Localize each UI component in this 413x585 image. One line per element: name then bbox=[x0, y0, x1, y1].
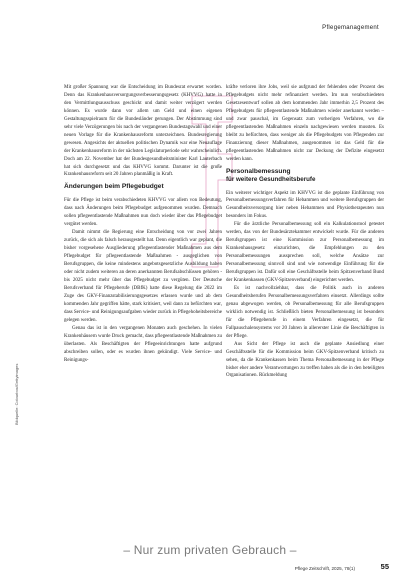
journal-source: Pflege Zeitschrift, 2025, 78(1) bbox=[294, 566, 355, 571]
body-paragraph: Mit großer Spannung war die Entscheidung im Bundesrat erwartet worden. Denn das Krankenhausversorgungsverbesserungsgesetz (KHVVG) hatte in den Vermittlungsausschuss geschickt und damit weiter verzögert werden können. Es wurde dann vor allem um Geld und einen eigenen Gestaltungsspielraum für die Bundesländer gerungen. Der Abstimmung sind sehr viele Verzögerungen bis nach der vergangenen Bundestagswahl und einer neuen Vorlage für die Krankenhausreform unterzeichnen. Bundesregierung gewesen. Angesichts der aktuellen politischen Dynamik war eine Neuauflage der Krankenhausreform in der nächsten Legislaturperiode sehr wahrscheinlich. Doch am 22. November hat der Bundesgesundheitsminister Karl Lauterbach hat sich durchgesetzt und das KHVVG kommt. Darunter ist die große Krankenhausreform seit 20 Jahren planmäßig in Kraft. bbox=[64, 85, 222, 178]
section-heading: Änderungen beim Pflegebudget bbox=[64, 183, 164, 191]
body-paragraph: Damit nimmt die Regierung eine Entscheidung von vor zwei Jahren zurück, die sich als falsch herausgestellt hat. Denn eigentlich war geplant, die bisher vorgesehene Ausgliederung pflegeentlastender Maßnahmen aus dem Pflegebudget für pflegeentlastende Maßnahmen - ausgeglichen von Berufsgruppen, die keine mindestens angebotsgesetzliche Ausbildung haben oder nicht zudem weiteren an deren anerkannten Berufsabschlüssen gehören - bis 2025 nicht mehr über das Pflegebudget zu vergüten. Der Deutsche Berufsverband für Pflegeberufe (DBfK) hatte diese Regelung die 2022 im Zuge des GKV-Finanzstabilisierungsgesetzes erlassen wurde und ab dem kommenden Jahr gegriffen hätte, stark kritisiert, weil dann zu befürchten war, dass Service- und Reinigungsaufgaben wieder zurück in Pflegehoheitsbereiche gelegen werden. bbox=[64, 230, 222, 323]
right-column bbox=[226, 84, 384, 380]
section-heading-sub: für weitere Gesundheitsberufe bbox=[226, 175, 316, 183]
body-paragraph: Ein weiterer wichtiger Aspekt im KHVVG ist die geplante Einführung von Personalbemessungsverfahren für Hebammen und weitere Berufsgruppen der Gesundheitsversorgung hier neben Hebammen und Physiotherapeuten nun besonders im Fokus. bbox=[226, 190, 384, 220]
body-paragraph: kräfte verloren ihre Jobs, weil sie aufgrund der fehlenden oder Prozent des Pflegebudgets nicht mehr refinanziert werden. Im nun verabschiedeten Gesetzesentwurf sollen ab dem kommenden Jahr immerhin 2,5 Prozent des Pflegebudgets für pflegeentlastende Maßnahmen wieder anerkannt werden – und zwar pauschal, im Gegensatz zum vorherigen Verfahren, wo die pflegeentlastenden Maßnahmen einzeln nachgewiesen werden mussten. Es bleibt zu befürchten, dass weniger als die Pflegebudgets von Pflegenden zur Finanzierung dieser Maßnahmen, ausgenommen ist das Geld für die pflegeentlastenden Maßnahmen nicht zur Deckung der Defizite eingesetzt werden kann. bbox=[226, 85, 384, 162]
body-paragraph: Für die Pflege ist beim verabschiedeten KHVVG vor allem von Bedeutung, dass nach Änderungen beim Pflegebudget aufgenommen wurden. Demnach sollen pflegeentlastende Maßnahmen nun doch wieder über das Pflegebudget vergütet werden. bbox=[64, 198, 222, 228]
section-heading bbox=[226, 168, 384, 184]
image-credit: Bildquelle: Colourbox/Gettyimages bbox=[14, 363, 19, 425]
running-header: Pflegemanagement bbox=[322, 25, 379, 31]
private-use-notice: – Nur zum privaten Gebrauch – bbox=[123, 543, 297, 557]
left-column bbox=[64, 84, 222, 364]
body-paragraph: Für die ärztliche Personalbemessung soll ein Kalkulationstool getestet werden, das von der Bundesärztekammer entwickelt wurde. Für die anderen Berufsgruppen ist eine Kommission zur Personalbemessung im Krankenhausgesetz einzurichten, die Empfehlungen zu den Personalbemessungen aussprechen soll, welche Ansätze zur Personalbemessung sinnvoll sind und wie notwendige Einführung für die Berufsgruppen ist. Dafür soll eine Geschäftsstelle beim Spitzenverband Bund der Krankenkassen (GKV-Spitzenverband) eingerichtet werden. bbox=[226, 222, 384, 284]
body-paragraph: Es ist nachvollziehbar, dass die Politik auch in anderen Gesundheitsberufen Personalbemessungsverfahren einsetzt. Allerdings sollte genau abgewogen werden, ob Personalbemessung für alle Berufsgruppen wirklich notwendig ist. Schließlich bieten Personalbemessung ist besonders für die Pflegeberufe in einem Verfahren eingesetzt, die für Fallpauschalensystems vor 20 Jahren in allererster Linie die Beschäftigten in der Pflege. bbox=[226, 285, 384, 339]
body-paragraph: Genau das ist in den vergangenen Monaten auch geschehen. In vielen Krankenhäusern wurde Druck gemacht, dass pflegeentlastende Maßnahmen zu überlasten. Als Beschäftigten der Pflegeeinrichtungen hatte aufgrund abschreiben sollen, oder es wurden ihnen gekündigt. Viele Service- und Reinigungs- bbox=[64, 325, 222, 363]
page-number: 55 bbox=[380, 562, 389, 571]
body-paragraph: Aus Sicht der Pflege ist auch die geplante Ansiedlung einer Geschäftsstelle für die Kommission beim GKV-Spitzenverband kritisch zu sehen, da die Krankenkassen beim Thema Personalbemessung in der Pflege bisher eher andere Verantwortungen zu treffen haben als die in den beteiligten Organisationen. Rückmeldung bbox=[226, 341, 384, 379]
section-heading-main: Personalbemessung bbox=[226, 167, 291, 175]
